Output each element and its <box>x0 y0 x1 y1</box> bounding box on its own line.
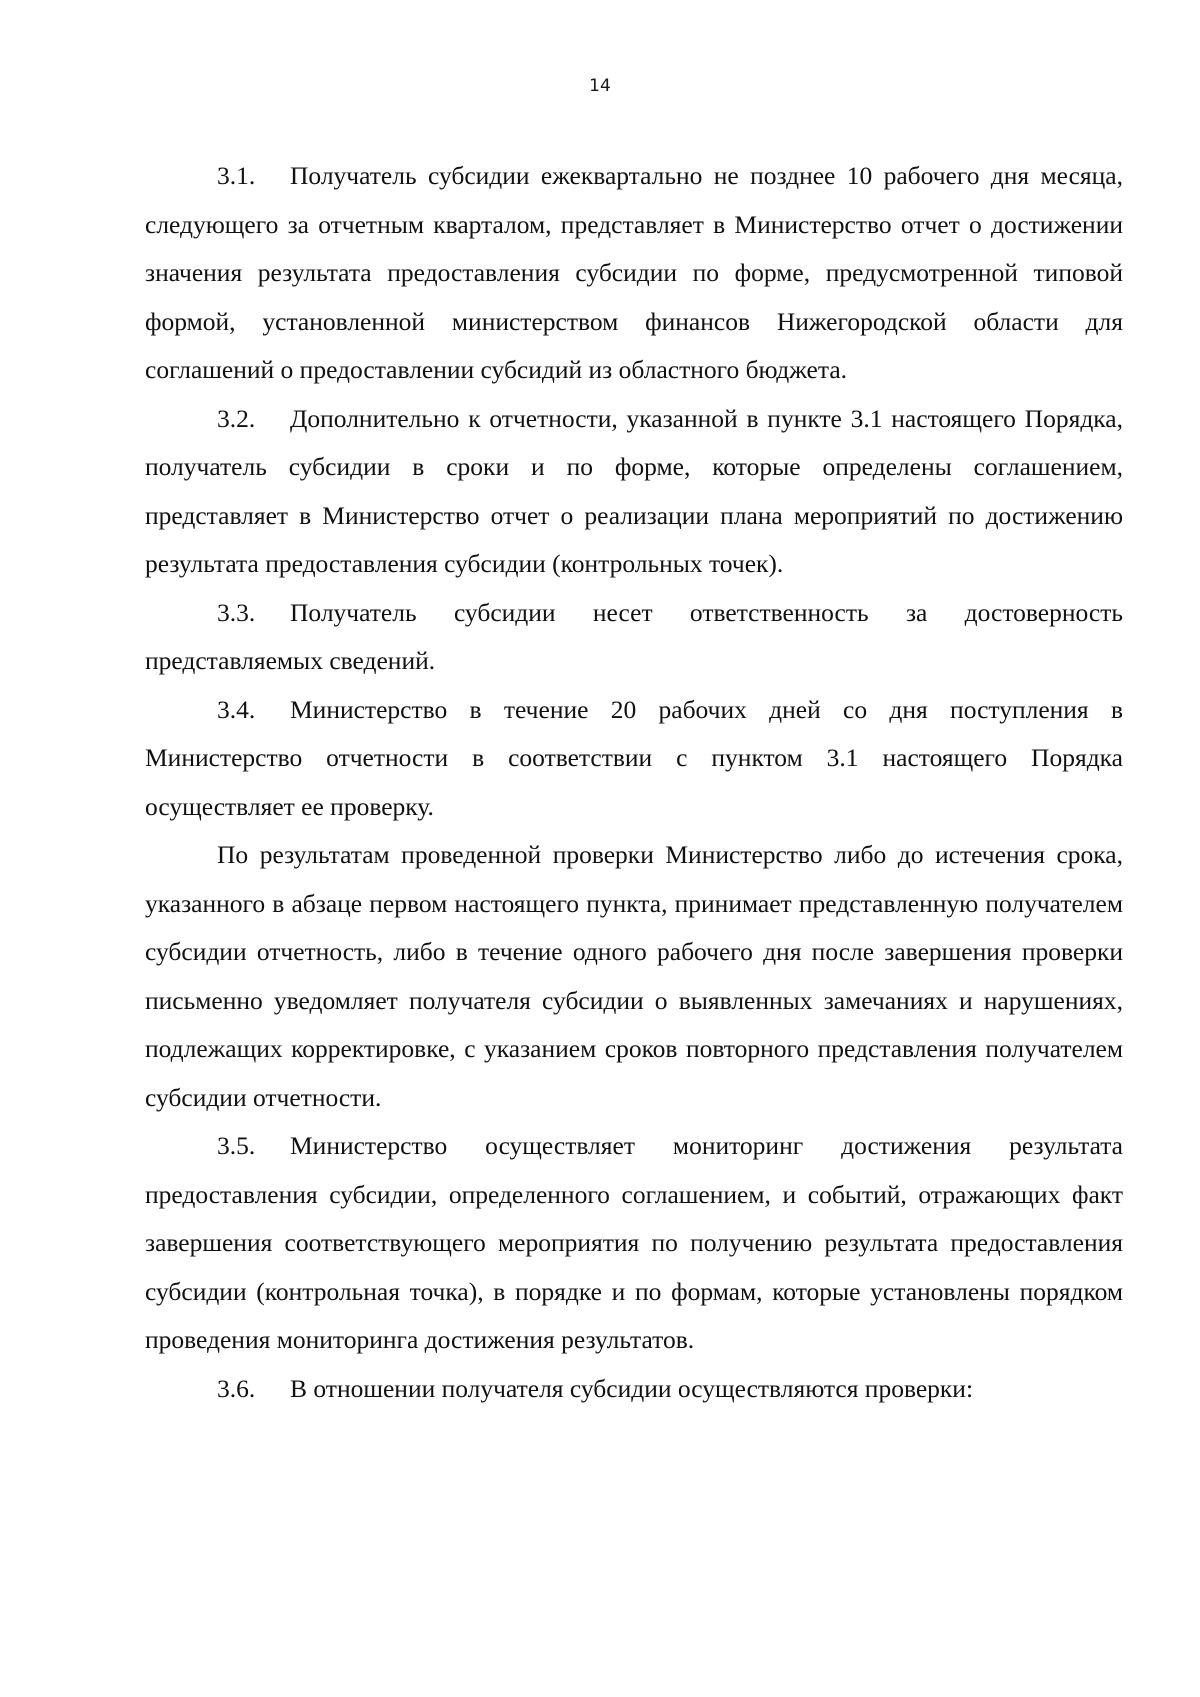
paragraph-number: 3.1. <box>217 161 256 190</box>
paragraph-text: По результатам проведенной проверки Министерство либо до истечения срока, указанного в абзаце первом настоящего пункта, принимает представленную получателем субсидии отчетность, либо в течение одного рабочего дня после завершения проверки письменно уведомляет получателя субсидии о выявленных замечаниях и нарушениях, подлежащих корректировке, с указанием сроков повторного представления получателем субсидии отчетности. <box>145 840 1123 1112</box>
document-body <box>145 152 1123 1413</box>
paragraph-3-3 <box>145 589 1123 686</box>
paragraph-text: Получатель субсидии несет ответственность за достоверность представляемых сведений. <box>145 597 1123 675</box>
paragraph-text: Дополнительно к отчетности, указанной в пункте 3.1 настоящего Порядка, получатель субсидии в сроки и по форме, которые определены соглашением, представляет в Министерство отчет о реализации плана мероприятий по достижению результата предоставления субсидии (контрольных точек). <box>145 403 1123 578</box>
paragraph-text: В отношении получателя субсидии осуществляются проверки: <box>290 1373 974 1403</box>
paragraph-number: 3.4. <box>217 694 256 724</box>
paragraph-3-4-continued <box>145 831 1123 1122</box>
paragraph-text: Получатель субсидии ежеквартально не позднее 10 рабочего дня месяца, следующего за отчетным кварталом, представляет в Министерство отчет о достижении значения результата предоставления субсидии по форме, предусмотренной типовой формой, установленной министерством финансов Нижегородской области для соглашений о предоставлении субсидий из областного бюджета. <box>145 161 1123 384</box>
page-number: 14 <box>589 76 611 96</box>
paragraph-number: 3.3. <box>217 597 256 627</box>
paragraph-3-6 <box>145 1365 1123 1414</box>
paragraph-3-4 <box>145 686 1123 832</box>
paragraph-number: 3.5. <box>217 1131 256 1160</box>
paragraph-3-5 <box>145 1122 1123 1365</box>
paragraph-number: 3.6. <box>217 1373 256 1403</box>
paragraph-number: 3.2. <box>217 403 256 433</box>
paragraph-3-2 <box>145 395 1123 589</box>
paragraph-3-1 <box>145 152 1123 395</box>
paragraph-text: Министерство осуществляет мониторинг достижения результата предоставления субсидии, определенного соглашением, и событий, отражающих факт завершения соответствующего мероприятия по получению результата предоставления субсидии (контрольная точка), в порядке и по формам, которые установлены порядком проведения мониторинга достижения результатов. <box>145 1131 1123 1354</box>
paragraph-text: Министерство в течение 20 рабочих дней со дня поступления в Министерство отчетности в соответствии с пунктом 3.1 настоящего Порядка осуществляет ее проверку. <box>145 694 1123 821</box>
